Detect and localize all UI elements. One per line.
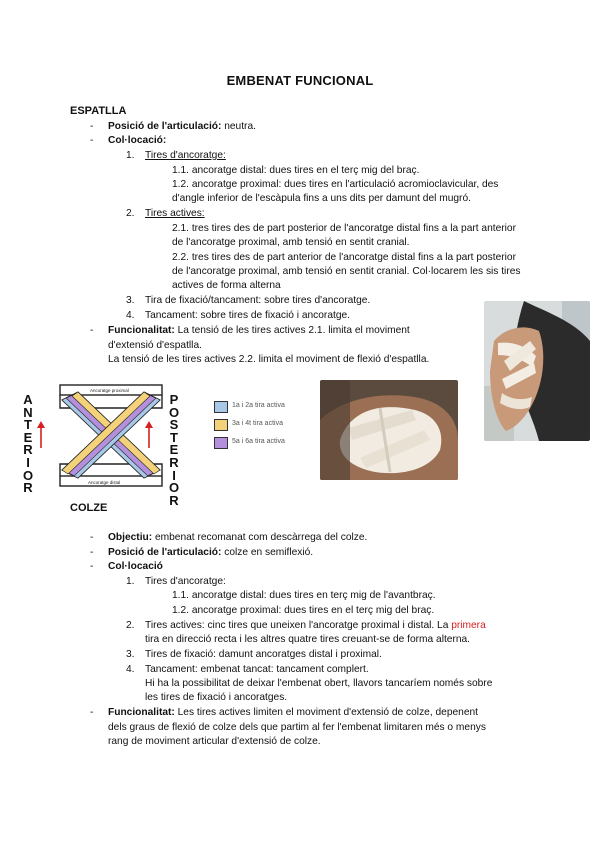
colze-funcionalitat-a [108, 706, 478, 721]
section-heading-espatlla: ESPATLLA [70, 105, 127, 117]
letter: O [168, 480, 180, 496]
value: La tensió de les tires actives 2.1. limita el moviment [174, 325, 410, 336]
colze-collocacio-label: Col·locació [108, 561, 163, 572]
label: Posició de l'articulació: [108, 121, 222, 132]
section-heading-colze: COLZE [70, 502, 108, 514]
letter: R [23, 442, 33, 458]
list-number: 2. [126, 208, 135, 219]
shoulder-taping-photo [484, 301, 590, 441]
letter: A [23, 392, 33, 407]
letter: I [26, 454, 30, 470]
espatlla-item2-title: Tires actives: [145, 208, 205, 219]
espatlla-item1-2a: 1.2. ancoratge proximal: dues tires en l'articulació acromioclavicular, des [172, 179, 499, 190]
colze-item4-note-b: les tires de fixació i ancoratges. [145, 692, 288, 703]
list-number: 2. [126, 620, 135, 631]
shoulder-photo-illustration [484, 301, 590, 441]
colze-funcionalitat-c: rang de moviment articular d'extensió de colze. [108, 736, 321, 747]
letter: E [23, 429, 33, 445]
letter: T [170, 429, 178, 445]
letter: E [169, 442, 179, 458]
anterior-label [20, 394, 36, 495]
espatlla-funcionalitat-c: La tensió de les tires actives 2.2. limita el moviment de flexió d'espatlla. [108, 354, 430, 365]
espatlla-funcionalitat-a [108, 324, 410, 339]
bullet-dash: - [90, 325, 94, 336]
letter: O [22, 467, 34, 483]
list-number: 1. [126, 576, 135, 587]
letter: R [169, 492, 179, 508]
bullet-dash: - [90, 707, 94, 718]
espatlla-item1-2b: d'angle inferior de l'escàpula fins a uns dits per damunt del mugró. [172, 193, 471, 204]
closeup-photo-illustration [320, 380, 458, 480]
list-number: 4. [126, 664, 135, 675]
letter: N [23, 404, 33, 420]
legend-swatch [214, 437, 228, 449]
colze-posicio [108, 546, 313, 561]
colze-item1-2: 1.2. ancoratge proximal: dues tires en el terç mig del braç. [172, 605, 435, 616]
shoulder-closeup-photo [320, 380, 458, 480]
value: neutra. [221, 121, 256, 132]
espatlla-item2-2b: de l'ancoratge proximal, amb tensió en sentit cranial. Col·locarem les sis tires [172, 266, 521, 277]
colze-item1-title: Tires d'ancoratge: [145, 576, 226, 587]
letter: R [23, 480, 33, 496]
value: colze en semiflexió. [221, 547, 314, 558]
espatlla-funcionalitat-b: d'extensió d'espatlla. [108, 340, 202, 351]
page-title: EMBENAT FUNCIONAL [226, 73, 374, 88]
espatlla-posicio [108, 120, 256, 135]
espatlla-item2-2a: 2.2. tres tires des de part anterior de l'ancoratge distal fins a la part posterior [172, 252, 516, 263]
legend-swatch [214, 419, 228, 431]
value: embenat recomanat com descàrrega del colze. [152, 532, 368, 543]
colze-item1-1: 1.1. ancoratge distal: dues tires en terç mig de l'avantbraç. [172, 590, 436, 601]
colze-item2-b: tira en direcció recta i les altres quatre tires creuant-se de forma alterna. [145, 634, 471, 645]
espatlla-item1-title: Tires d'ancoratge: [145, 150, 226, 161]
legend-label: 1a i 2a tira activa [232, 402, 285, 409]
label: Funcionalitat: [108, 707, 175, 718]
value: Les tires actives limiten el moviment d'extensió de colze, depenent [174, 707, 478, 718]
posterior-label [166, 394, 182, 507]
arrow-up-icon [144, 420, 154, 450]
espatlla-item3: Tira de fixació/tancament: sobre tires d'ancoratge. [145, 295, 371, 306]
espatlla-item1-1: 1.1. ancoratge distal: dues tires en el terç mig del braç. [172, 165, 420, 176]
espatlla-item2-1b: de l'ancoratge proximal, amb tensió en sentit cranial. [172, 237, 410, 248]
colze-objectiu [108, 531, 367, 546]
proximal-anchor-label: Ancoratge proximal [90, 388, 129, 393]
label: Objectiu: [108, 532, 153, 543]
colze-funcionalitat-b: dels graus de flexió de colze dels que partim al fer l'embenat limitaren més o menys [108, 722, 486, 733]
legend-label: 3a i 4t tira activa [232, 420, 283, 427]
highlight-text: primera [451, 620, 486, 631]
espatlla-item2-2c: actives de forma alterna [172, 280, 281, 291]
letter: T [24, 417, 32, 433]
letter: R [169, 454, 179, 470]
letter: S [169, 417, 179, 433]
bullet-dash: - [90, 561, 94, 572]
espatlla-item2-1a: 2.1. tres tires des de part posterior de l'ancoratge distal fins a la part anterior [172, 223, 516, 234]
label: Posició de l'articulació: [108, 547, 222, 558]
list-number: 3. [126, 649, 135, 660]
colze-item3: Tires de fixació: damunt ancoratges distal i proximal. [145, 649, 382, 660]
legend-swatch [214, 401, 228, 413]
espatlla-collocacio-label: Col·locació: [108, 135, 167, 146]
text: Tires actives: cinc tires que uneixen l'ancoratge proximal i distal. La [145, 620, 452, 631]
bullet-dash: - [90, 121, 94, 132]
bullet-dash: - [90, 547, 94, 558]
letter: I [172, 467, 176, 483]
espatlla-item4: Tancament: sobre tires de fixació i ancoratge. [145, 310, 350, 321]
letter: O [168, 404, 180, 420]
legend-label: 5a i 6a tira activa [232, 438, 285, 445]
colze-item2-a [145, 619, 486, 634]
list-number: 4. [126, 310, 135, 321]
distal-anchor-label: Ancoratge distal [88, 480, 121, 485]
letter: P [169, 392, 179, 407]
list-number: 3. [126, 295, 135, 306]
bullet-dash: - [90, 135, 94, 146]
colze-item4: Tancament: embenat tancat: tancament complert. [145, 664, 369, 675]
colze-item4-note-a: Hi ha la possibilitat de deixar l'embenat obert, llavors tancaríem només sobre [145, 678, 493, 689]
arrow-up-icon [36, 420, 46, 450]
label: Funcionalitat: [108, 325, 175, 336]
bullet-dash: - [90, 532, 94, 543]
list-number: 1. [126, 150, 135, 161]
